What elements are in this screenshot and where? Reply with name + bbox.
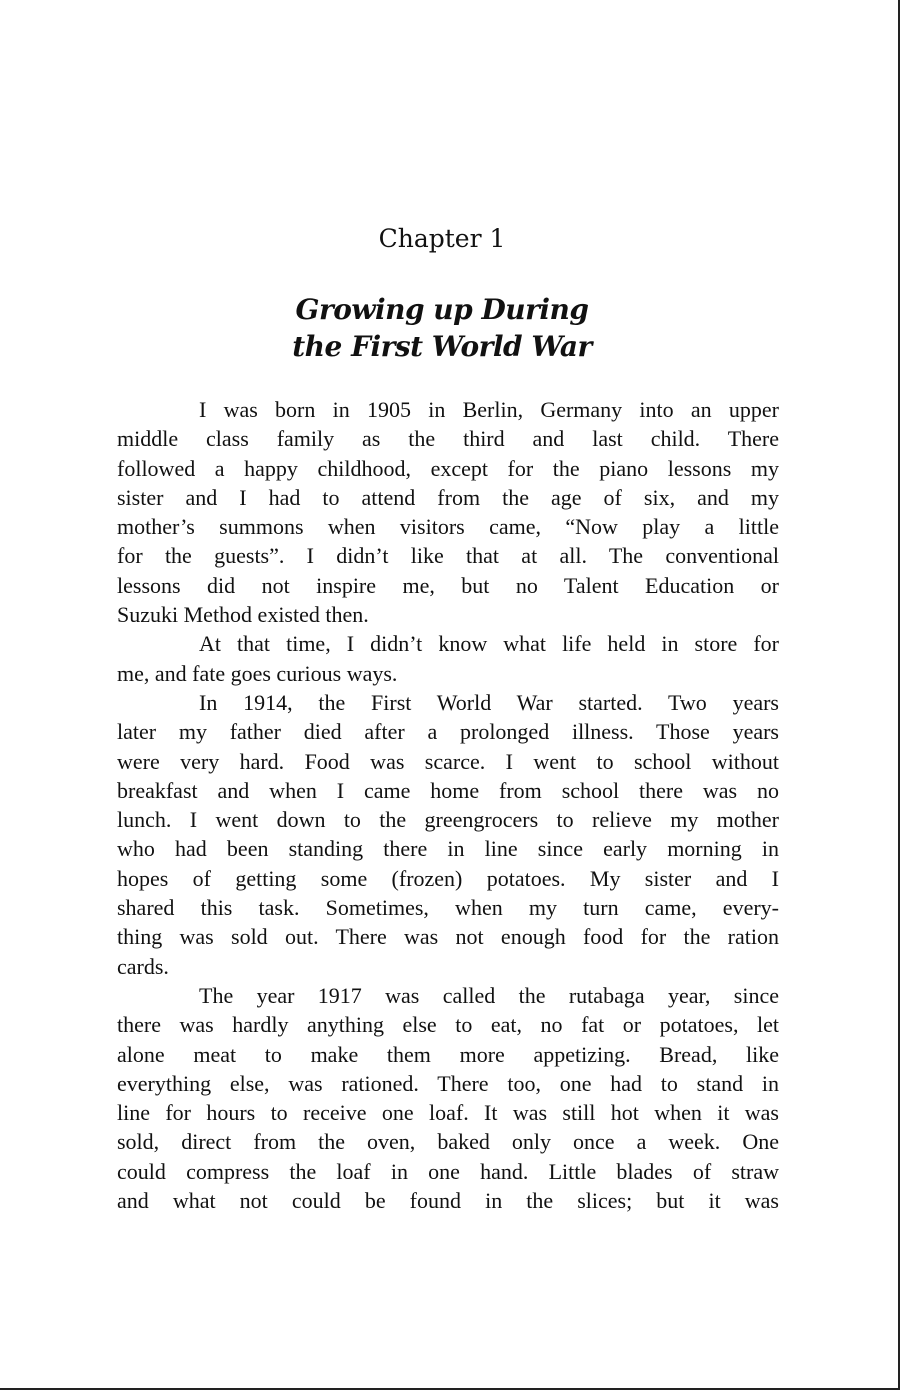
text-line: lessons did not inspire me, but no Talent Education or xyxy=(117,572,779,598)
chapter-body xyxy=(117,395,779,1215)
text-line: In 1914, the First World War started. Two years xyxy=(199,689,779,715)
text-line: thing was sold out. There was not enough food for the ration xyxy=(117,924,779,950)
text-line: The year 1917 was called the rutabaga year, since xyxy=(199,982,779,1008)
chapter-title xyxy=(0,291,884,365)
text-line: for the guests”. I didn’t like that at all. The conventional xyxy=(117,543,779,569)
text-line: mother’s summons when visitors came, “Now play a little xyxy=(117,514,779,540)
text-line: followed a happy childhood, except for the piano lessons my xyxy=(117,455,779,481)
chapter-title-line-1: Growing up During xyxy=(295,293,589,326)
text-line: I was born in 1905 in Berlin, Germany into an upper xyxy=(199,397,779,422)
text-line: were very hard. Food was scarce. I went to school without xyxy=(117,748,779,774)
text-line: sold, direct from the oven, baked only once a week. One xyxy=(117,1129,779,1155)
text-line: and what not could be found in the slices; but it was xyxy=(117,1188,779,1214)
text-line: there was hardly anything else to eat, no fat or potatoes, let xyxy=(117,1012,779,1038)
text-line: alone meat to make them more appetizing. Bread, like xyxy=(117,1041,779,1067)
chapter-label: Chapter 1 xyxy=(378,224,506,253)
text-line: everything else, was rationed. There too, one had to stand in xyxy=(117,1070,779,1096)
text-line: At that time, I didn’t know what life held in store for xyxy=(199,631,779,657)
text-line: me, and fate goes curious ways. xyxy=(117,660,398,686)
text-line: hopes of getting some (frozen) potatoes. My sister and I xyxy=(117,865,779,891)
text-line: who had been standing there in line since early morning in xyxy=(117,836,779,862)
text-line: cards. xyxy=(117,953,169,979)
chapter-title-line-2: the First World War xyxy=(292,330,592,363)
text-line: sister and I had to attend from the age of six, and my xyxy=(117,484,779,510)
text-line: later my father died after a prolonged illness. Those years xyxy=(117,719,779,745)
text-line: shared this task. Sometimes, when my turn came, every- xyxy=(117,895,779,921)
text-line: breakfast and when I came home from school there was no xyxy=(117,777,779,803)
text-line: line for hours to receive one loaf. It was still hot when it was xyxy=(117,1100,779,1126)
text-line: lunch. I went down to the greengrocers to relieve my mother xyxy=(117,807,779,833)
text-line: middle class family as the third and last child. There xyxy=(117,426,779,452)
text-line: could compress the loaf in one hand. Little blades of straw xyxy=(117,1158,779,1184)
text-line: Suzuki Method existed then. xyxy=(117,602,369,628)
